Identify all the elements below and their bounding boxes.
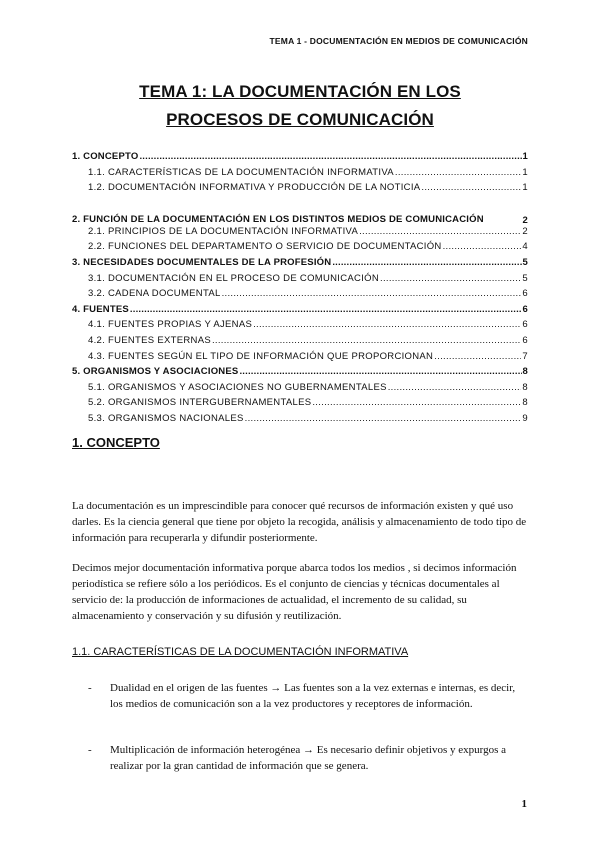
toc-entry[interactable] [72, 241, 528, 257]
list-item [72, 742, 530, 774]
toc-entry-page: 8 [522, 397, 528, 409]
bullet-marker: - [88, 682, 92, 694]
running-header: TEMA 1 - DOCUMENTACIÓN EN MEDIOS DE COMUNICACIÓN [269, 36, 528, 46]
page-number: 1 [521, 798, 527, 810]
paragraph: La documentación es un imprescindible para conocer qué recursos de información existen y qué uso darles. Es la ciencia general que tiene por objeto la recogida, análisis y almacenamiento de todo tipo de información para recuperarla y difundir posteriormente. [72, 500, 527, 544]
toc-entry[interactable] [72, 335, 528, 351]
toc-entry-page: 6 [522, 319, 528, 331]
page-title-line-1: TEMA 1: LA DOCUMENTACIÓN EN LOS [139, 82, 461, 101]
toc-entry[interactable] [72, 226, 528, 242]
toc-entry-page: 1 [522, 182, 528, 194]
page-title [0, 78, 600, 134]
toc-entry-page: 4 [522, 241, 528, 253]
toc-entry-label: 1. CONCEPTO [72, 151, 139, 162]
section-heading: 1. CONCEPTO [72, 435, 160, 450]
toc-entry[interactable] [72, 167, 528, 183]
list-item [72, 680, 530, 712]
toc-entry[interactable] [72, 351, 528, 367]
list-item-text: Dualidad en el origen de las fuentes → Las fuentes son a la vez externas e internas, es decir, los medios de comunicación son a la vez productores y receptores de información. [110, 682, 516, 710]
bullet-marker: - [88, 744, 92, 756]
toc-entry-page: 6 [522, 334, 528, 346]
toc-entry-page: 1 [522, 151, 528, 162]
toc-entry-label: 4.1. FUENTES PROPIAS Y AJENAS [88, 319, 253, 331]
paragraph: Decimos mejor documentación informativa porque abarca todos los medios , si decimos información periodística se refiere sólo a los periódicos. Es el conjunto de ciencias y técnicas documentales al servicio de: la producción de informaciones de actualidad, el incremento de su calidad, su almacenamiento y conservación y su difusión y reutilización. [72, 562, 517, 622]
toc-entry-label: 4.3. FUENTES SEGÚN EL TIPO DE INFORMACIÓN QUE PROPORCIONAN [88, 350, 434, 362]
toc-entry-page: 6 [522, 303, 528, 315]
toc-entry-page: 8 [522, 381, 528, 393]
toc-entry-page: 6 [522, 288, 528, 300]
toc-entry-page: 5 [522, 272, 528, 284]
toc-entry-label: 4. FUENTES [72, 303, 129, 315]
toc-entry[interactable] [72, 273, 528, 289]
toc-entry-page: 2 [522, 225, 528, 237]
toc-entry[interactable] [72, 257, 528, 273]
table-of-contents [72, 151, 528, 429]
page-title-line-2: PROCESOS DE COMUNICACIÓN [166, 110, 434, 129]
toc-entry-label: 3.2. CADENA DOCUMENTAL [88, 288, 221, 300]
toc-entry-label: 5.2. ORGANISMOS INTERGUBERNAMENTALES [88, 397, 312, 409]
toc-entry-page: 2 [522, 214, 528, 226]
toc-entry[interactable] [72, 397, 528, 413]
toc-entry-label: 1.2. DOCUMENTACIÓN INFORMATIVA Y PRODUCCIÓN DE LA NOTICIA [88, 182, 421, 194]
toc-entry-page: 7 [522, 350, 528, 362]
toc-entry-label: 3.1. DOCUMENTACIÓN EN EL PROCESO DE COMUNICACIÓN [88, 272, 379, 284]
toc-entry-label: 3. NECESIDADES DOCUMENTALES DE LA PROFESIÓN [72, 256, 332, 268]
list-item-text: Multiplicación de información heterogénea → Es necesario definir objetivos y expurgos a realizar por la gran cantidad de información que se genera. [110, 744, 506, 772]
toc-entry[interactable] [72, 413, 528, 429]
toc-entry-label: 1.1. CARACTERÍSTICAS DE LA DOCUMENTACIÓN INFORMATIVA [88, 166, 394, 178]
toc-entry[interactable] [72, 151, 528, 167]
toc-entry[interactable] [72, 198, 528, 226]
toc-entry[interactable] [72, 319, 528, 335]
toc-entry[interactable] [72, 304, 528, 320]
toc-entry-page: 8 [522, 366, 528, 378]
toc-entry-label: 5.3. ORGANISMOS NACIONALES [88, 412, 244, 424]
toc-entry-label: 2. FUNCIÓN DE LA DOCUMENTACIÓN EN LOS DISTINTOS MEDIOS DE COMUNICACIÓN [72, 213, 484, 225]
toc-entry-page: 1 [522, 166, 528, 178]
toc-entry-label: 5.1. ORGANISMOS Y ASOCIACIONES NO GUBERNAMENTALES [88, 381, 387, 393]
toc-entry[interactable] [72, 382, 528, 398]
toc-entry-label: 5. ORGANISMOS Y ASOCIACIONES [72, 366, 239, 378]
toc-entry[interactable] [72, 182, 528, 198]
toc-entry-page: 9 [522, 412, 528, 424]
toc-entry[interactable] [72, 366, 528, 382]
toc-entry-label: 2.1. PRINCIPIOS DE LA DOCUMENTACIÓN INFORMATIVA [88, 225, 359, 237]
toc-entry-label: 2.2. FUNCIONES DEL DEPARTAMENTO O SERVICIO DE DOCUMENTACIÓN [88, 241, 442, 253]
toc-entry-page: 5 [522, 256, 528, 268]
toc-entry[interactable] [72, 288, 528, 304]
toc-entry-label: 4.2. FUENTES EXTERNAS [88, 334, 211, 346]
subsection-heading: 1.1. CARACTERÍSTICAS DE LA DOCUMENTACIÓN INFORMATIVA [72, 646, 409, 658]
